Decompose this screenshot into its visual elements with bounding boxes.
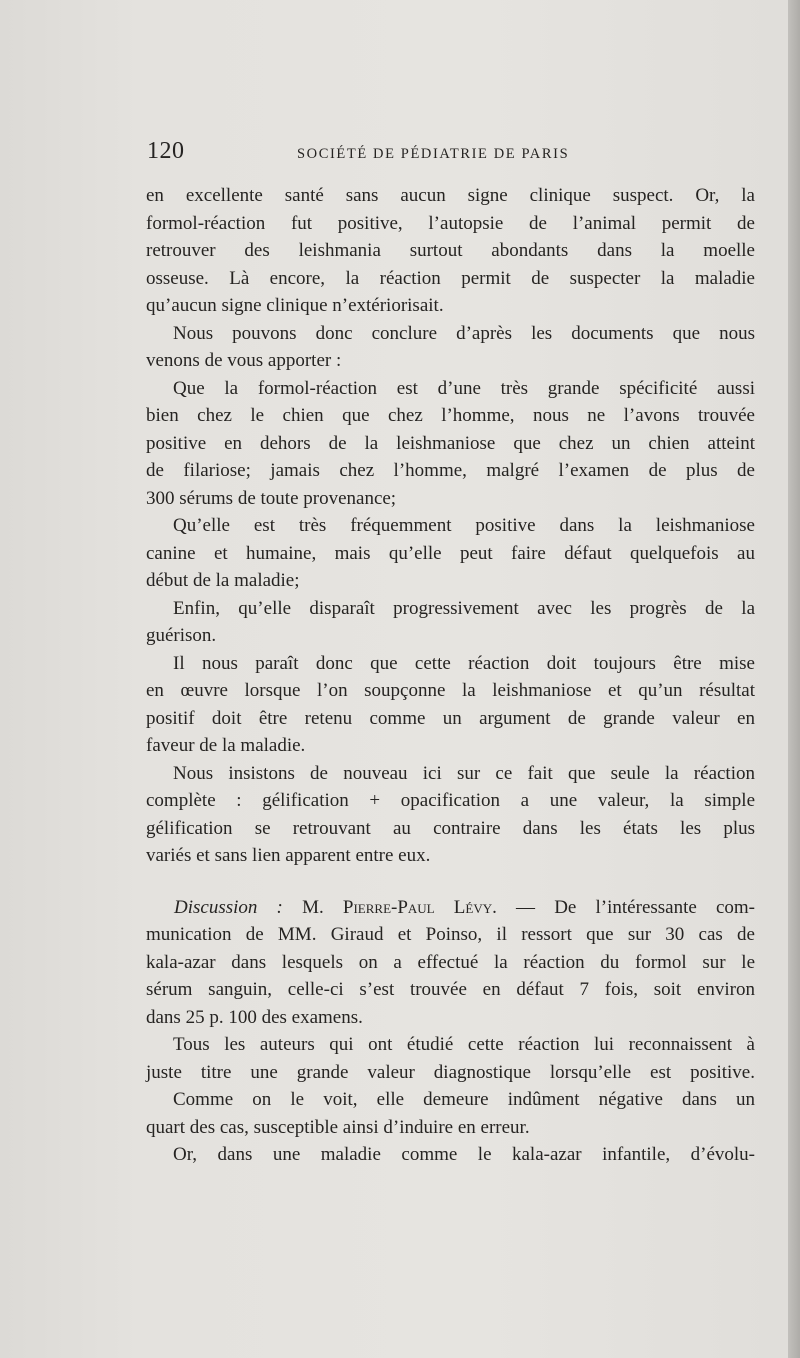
text-line: complète : gélification + opacification a une valeur, la simple [146, 790, 755, 811]
text-line: bien chez le chien que chez l’homme, nous ne l’avons trouvée [146, 405, 755, 426]
text-line: variés et sans lien apparent entre eux. [146, 845, 431, 866]
text-line: canine et humaine, mais qu’elle peut faire défaut quelquefois au [146, 542, 755, 564]
text-line: gélification se retrouvant au contraire dans les états les plus [146, 817, 755, 839]
text-line: Comme on le voit, elle demeure indûment négative dans un [173, 1089, 755, 1110]
text-line: munication de MM. Giraud et Poinso, il ressort que sur 30 cas de [146, 924, 755, 945]
text-line: en excellente santé sans aucun signe clinique suspect. Or, la [146, 185, 755, 206]
text-line: qu’aucun signe clinique n’extériorisait. [146, 295, 444, 316]
body-text [146, 182, 755, 1169]
text-line: Nous insistons de nouveau ici sur ce fait que seule la réaction [173, 762, 755, 784]
discussion-heading-line [146, 894, 755, 922]
text-line: sérum sanguin, celle-ci s’est trouvée en défaut 7 fois, soit environ [146, 979, 755, 1000]
section-gap [146, 870, 755, 894]
discussion-first-line: — De l’intéressante com- [516, 896, 756, 918]
text-line: Nous pouvons donc conclure d’après les documents que nous [173, 322, 755, 344]
text-line: quart des cas, susceptible ainsi d’induire en erreur. [146, 1116, 530, 1138]
text-line: positif doit être retenu comme un argument de grande valeur en [146, 707, 755, 729]
text-line: guérison. [146, 625, 217, 646]
text-line: venons de vous apporter : [146, 350, 342, 371]
speaker-name: Pierre-Paul Lévy. [342, 896, 497, 918]
discussion-label: Discussion : [174, 896, 283, 918]
page-number: 120 [147, 138, 185, 164]
text-line: Qu’elle est très fréquemment positive dans la leishmaniose [173, 515, 755, 536]
text-line: osseuse. Là encore, la réaction permit de suspecter la maladie [146, 267, 755, 289]
text-line: 300 sérums de toute provenance; [146, 487, 397, 509]
page-edge [788, 0, 800, 1358]
text-line: retrouver des leishmania surtout abondants dans la moelle [146, 240, 755, 261]
text-line: Tous les auteurs qui ont étudié cette réaction lui reconnaissent à [173, 1034, 755, 1055]
text-line: kala-azar dans lesquels on a effectué la réaction du formol sur le [146, 951, 755, 973]
text-line: Que la formol-réaction est d’une très grande spécificité aussi [173, 377, 755, 399]
speaker-prefix: M. [302, 896, 324, 918]
text-line: Il nous paraît donc que cette réaction doit toujours être mise [173, 652, 755, 674]
running-head: SOCIÉTÉ DE PÉDIATRIE DE PARIS [297, 146, 570, 162]
text-line: formol-réaction fut positive, l’autopsie de l’animal permit de [146, 212, 755, 234]
text-line: Or, dans une maladie comme le kala-azar infantile, d’évolu- [173, 1144, 755, 1165]
text-line: de filariose; jamais chez l’homme, malgré l’examen de plus de [146, 460, 755, 481]
text-line: en œuvre lorsque l’on soupçonne la leishmaniose et qu’un résultat [146, 680, 755, 701]
text-line: début de la maladie; [146, 570, 300, 591]
text-line: Enfin, qu’elle disparaît progressivement avec les progrès de la [173, 597, 755, 619]
text-line: juste titre une grande valeur diagnostique lorsqu’elle est positive. [146, 1061, 755, 1083]
text-line: positive en dehors de la leishmaniose que chez un chien atteint [146, 432, 755, 454]
text-line: faveur de la maladie. [146, 735, 306, 756]
text-line: dans 25 p. 100 des examens. [146, 1006, 363, 1028]
